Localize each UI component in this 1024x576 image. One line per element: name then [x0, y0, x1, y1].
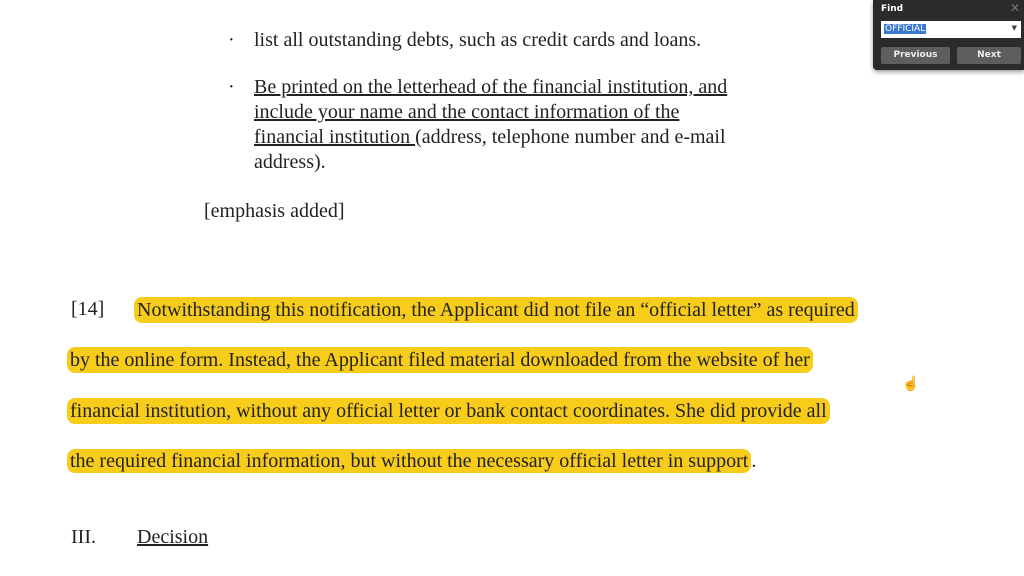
bullet-text: address). — [254, 151, 326, 173]
bullet-marker: · — [228, 76, 235, 98]
next-button[interactable]: Next — [957, 47, 1021, 64]
find-input[interactable] — [881, 21, 1021, 38]
bullet-text: financial institution — [254, 126, 416, 148]
bullet-text: (address, telephone number and e-mail — [415, 126, 726, 148]
emphasis-note: [emphasis added] — [204, 200, 345, 222]
paragraph-number: [14] — [71, 298, 105, 320]
bullet-marker: · — [228, 29, 235, 51]
highlighted-line: the required financial information, but without the necessary official letter in support — [67, 449, 751, 473]
section-number: III. — [71, 526, 96, 548]
chevron-down-icon[interactable]: ▼ — [1011, 24, 1017, 32]
find-query[interactable]: OFFICIAL — [885, 24, 926, 34]
find-title: Find — [881, 4, 904, 14]
period: . — [751, 450, 757, 472]
highlighted-line: Notwithstanding this notification, the Applicant did not file an “official letter” as required — [134, 297, 858, 323]
hand-cursor-icon: ☝ — [902, 377, 920, 392]
previous-button[interactable]: Previous — [881, 47, 950, 64]
highlighted-line: by the online form. Instead, the Applicant filed material downloaded from the website of her — [67, 347, 813, 373]
bullet-text: Be printed on the letterhead of the financial institution, and — [254, 76, 728, 98]
bullet-text: list all outstanding debts, such as credit cards and loans. — [254, 29, 702, 51]
bullet-text: include your name and the contact information of the — [254, 101, 680, 123]
find-panel — [873, 0, 1024, 70]
section-title: Decision — [137, 526, 209, 548]
highlighted-line: financial institution, without any official letter or bank contact coordinates. She did provide all — [67, 398, 830, 424]
close-icon[interactable]: ✕ — [1009, 1, 1020, 15]
